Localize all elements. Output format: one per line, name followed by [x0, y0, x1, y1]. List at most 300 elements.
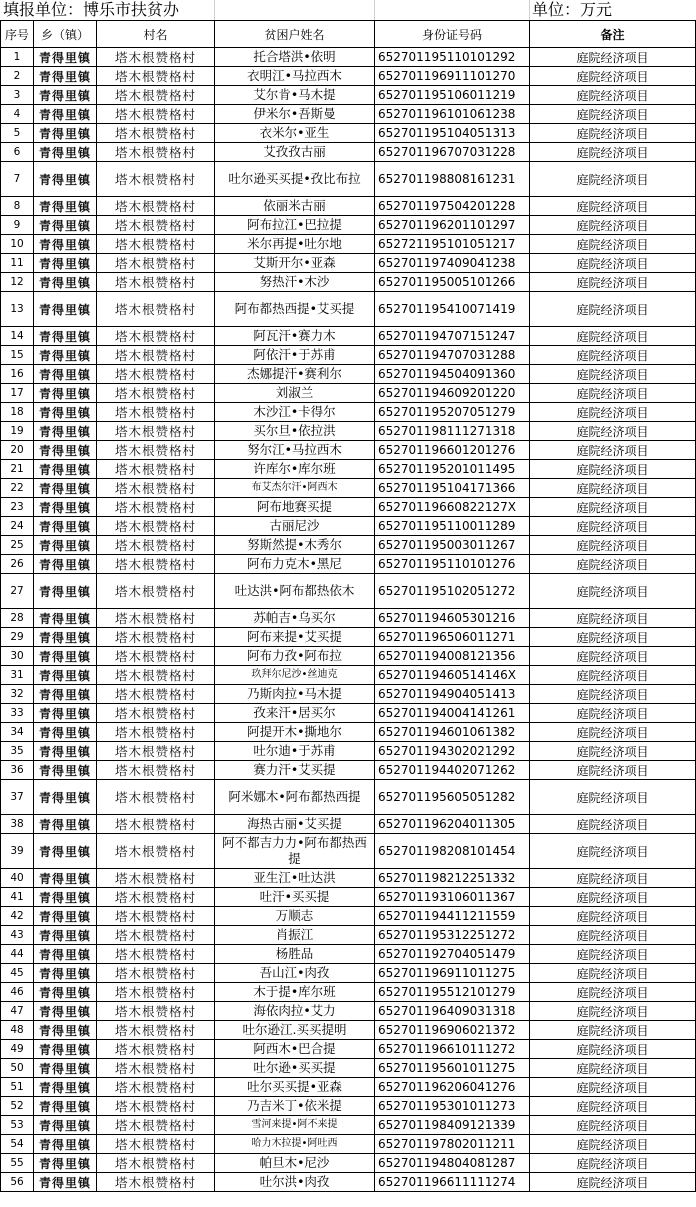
household-name-cell: 肖振江	[215, 926, 375, 945]
row-number: 27	[1, 574, 34, 609]
household-name-cell: 艾斯开尔•亚森	[215, 254, 375, 273]
row-number: 14	[1, 327, 34, 346]
note-cell: 庭院经济项目	[530, 574, 696, 609]
note-cell: 庭院经济项目	[530, 742, 696, 761]
town-cell: 青得里镇	[34, 647, 97, 666]
id-number-cell: 652701195110011289	[375, 517, 530, 536]
village-cell: 塔木根赞格村	[97, 124, 215, 143]
table-row	[1, 1154, 696, 1173]
row-number: 13	[1, 292, 34, 327]
table-row	[1, 723, 696, 742]
household-name-cell: 阿瓦汗•赛力木	[215, 327, 375, 346]
id-number-cell: 652701196906021372	[375, 1021, 530, 1040]
household-name-cell: 阿米娜木•阿布都热西提	[215, 780, 375, 815]
id-number-cell: 652701195104171366	[375, 479, 530, 498]
town-cell: 青得里镇	[34, 422, 97, 441]
table-row	[1, 197, 696, 216]
village-cell: 塔木根赞格村	[97, 815, 215, 834]
town-cell: 青得里镇	[34, 1040, 97, 1059]
household-name-cell: 吐尔买买提•亚森	[215, 1078, 375, 1097]
note-cell: 庭院经济项目	[530, 704, 696, 723]
note-cell: 庭院经济项目	[530, 815, 696, 834]
note-cell: 庭院经济项目	[530, 1135, 696, 1154]
village-cell: 塔木根赞格村	[97, 162, 215, 197]
town-cell: 青得里镇	[34, 197, 97, 216]
village-cell: 塔木根赞格村	[97, 254, 215, 273]
table-row	[1, 1021, 696, 1040]
village-cell: 塔木根赞格村	[97, 422, 215, 441]
note-cell: 庭院经济项目	[530, 346, 696, 365]
table-row	[1, 365, 696, 384]
household-name-cell: 杰娜提汗•赛利尔	[215, 365, 375, 384]
table-row	[1, 983, 696, 1002]
village-cell: 塔木根赞格村	[97, 869, 215, 888]
table-row	[1, 926, 696, 945]
village-cell: 塔木根赞格村	[97, 983, 215, 1002]
table-row	[1, 761, 696, 780]
town-cell: 青得里镇	[34, 574, 97, 609]
row-number: 37	[1, 780, 34, 815]
table-row	[1, 422, 696, 441]
note-cell: 庭院经济项目	[530, 964, 696, 983]
gridline	[374, 0, 375, 20]
row-number: 1	[1, 48, 34, 67]
town-cell: 青得里镇	[34, 124, 97, 143]
row-number: 56	[1, 1173, 34, 1192]
note-cell: 庭院经济项目	[530, 197, 696, 216]
village-cell: 塔木根赞格村	[97, 86, 215, 105]
note-cell: 庭院经济项目	[530, 162, 696, 197]
row-number: 42	[1, 907, 34, 926]
table-row	[1, 48, 696, 67]
town-cell: 青得里镇	[34, 983, 97, 1002]
note-cell: 庭院经济项目	[530, 124, 696, 143]
row-number: 5	[1, 124, 34, 143]
village-cell: 塔木根赞格村	[97, 460, 215, 479]
id-number-cell: 652701193106011367	[375, 888, 530, 907]
id-number-cell: 652701195005101266	[375, 273, 530, 292]
note-cell: 庭院经济项目	[530, 926, 696, 945]
town-cell: 青得里镇	[34, 964, 97, 983]
id-number-cell: 652701195207051279	[375, 403, 530, 422]
household-name-cell: 木于提•库尔班	[215, 983, 375, 1002]
note-cell: 庭院经济项目	[530, 609, 696, 628]
household-name-cell: 苏帕吉•乌买尔	[215, 609, 375, 628]
village-cell: 塔木根赞格村	[97, 888, 215, 907]
note-cell: 庭院经济项目	[530, 685, 696, 704]
id-number-cell: 652701194804081287	[375, 1154, 530, 1173]
id-number-cell: 652701194504091360	[375, 365, 530, 384]
village-cell: 塔木根赞格村	[97, 498, 215, 517]
note-cell: 庭院经济项目	[530, 907, 696, 926]
col-header-town: 乡（镇）	[34, 21, 97, 48]
household-name-cell: 衣明江•马拉西木	[215, 67, 375, 86]
row-number: 23	[1, 498, 34, 517]
town-cell: 青得里镇	[34, 143, 97, 162]
table-row	[1, 869, 696, 888]
village-cell: 塔木根赞格村	[97, 292, 215, 327]
town-cell: 青得里镇	[34, 926, 97, 945]
row-number: 32	[1, 685, 34, 704]
town-cell: 青得里镇	[34, 723, 97, 742]
town-cell: 青得里镇	[34, 384, 97, 403]
town-cell: 青得里镇	[34, 1002, 97, 1021]
village-cell: 塔木根赞格村	[97, 742, 215, 761]
row-number: 18	[1, 403, 34, 422]
town-cell: 青得里镇	[34, 609, 97, 628]
table-row	[1, 1097, 696, 1116]
town-cell: 青得里镇	[34, 67, 97, 86]
table-row	[1, 628, 696, 647]
household-name-cell: 米尔再提•吐尔地	[215, 235, 375, 254]
note-cell: 庭院经济项目	[530, 1040, 696, 1059]
note-cell: 庭院经济项目	[530, 628, 696, 647]
id-number-cell: 652701195301011273	[375, 1097, 530, 1116]
id-number-cell: 652701195512101279	[375, 983, 530, 1002]
row-number: 55	[1, 1154, 34, 1173]
id-number-cell: 652701195201011495	[375, 460, 530, 479]
id-number-cell: 652701198208101454	[375, 834, 530, 869]
row-number: 16	[1, 365, 34, 384]
table-body	[1, 48, 696, 1192]
col-header-no: 序号	[1, 21, 34, 48]
household-name-cell: 孜来汗•居买尔	[215, 704, 375, 723]
id-number-cell: 652701194707151247	[375, 327, 530, 346]
village-cell: 塔木根赞格村	[97, 555, 215, 574]
household-name-cell: 吐尔洪•肉孜	[215, 1173, 375, 1192]
id-number-cell: 652701195102051272	[375, 574, 530, 609]
village-cell: 塔木根赞格村	[97, 1154, 215, 1173]
table-row	[1, 1173, 696, 1192]
row-number: 7	[1, 162, 34, 197]
note-cell: 庭院经济项目	[530, 1021, 696, 1040]
household-name-cell: 万顺志	[215, 907, 375, 926]
row-number: 30	[1, 647, 34, 666]
gridline	[214, 0, 215, 20]
table-row	[1, 536, 696, 555]
village-cell: 塔木根赞格村	[97, 1116, 215, 1135]
table-row	[1, 273, 696, 292]
note-cell: 庭院经济项目	[530, 666, 696, 685]
village-cell: 塔木根赞格村	[97, 216, 215, 235]
note-cell: 庭院经济项目	[530, 365, 696, 384]
village-cell: 塔木根赞格村	[97, 574, 215, 609]
table-row	[1, 254, 696, 273]
village-cell: 塔木根赞格村	[97, 48, 215, 67]
note-cell: 庭院经济项目	[530, 441, 696, 460]
note-cell: 庭院经济项目	[530, 761, 696, 780]
village-cell: 塔木根赞格村	[97, 723, 215, 742]
note-cell: 庭院经济项目	[530, 403, 696, 422]
table-row	[1, 964, 696, 983]
household-name-cell: 乃斯肉拉•马木提	[215, 685, 375, 704]
id-number-cell: 652701195110101276	[375, 555, 530, 574]
id-number-cell: 652701198111271318	[375, 422, 530, 441]
note-cell: 庭院经济项目	[530, 555, 696, 574]
row-number: 21	[1, 460, 34, 479]
town-cell: 青得里镇	[34, 780, 97, 815]
row-number: 34	[1, 723, 34, 742]
row-number: 43	[1, 926, 34, 945]
town-cell: 青得里镇	[34, 105, 97, 124]
town-cell: 青得里镇	[34, 815, 97, 834]
col-header-village: 村名	[97, 21, 215, 48]
household-name-cell: 吐尔迪•于苏甫	[215, 742, 375, 761]
id-number-cell: 652721195101051217	[375, 235, 530, 254]
town-cell: 青得里镇	[34, 869, 97, 888]
note-cell: 庭院经济项目	[530, 235, 696, 254]
household-name-cell: 吐尔逊买买提•孜比布拉	[215, 162, 375, 197]
table-row	[1, 1078, 696, 1097]
town-cell: 青得里镇	[34, 704, 97, 723]
table-row	[1, 498, 696, 517]
poverty-household-table	[0, 20, 696, 1192]
town-cell: 青得里镇	[34, 628, 97, 647]
row-number: 12	[1, 273, 34, 292]
id-number-cell: 652701194411211559	[375, 907, 530, 926]
note-cell: 庭院经济项目	[530, 273, 696, 292]
row-number: 20	[1, 441, 34, 460]
town-cell: 青得里镇	[34, 761, 97, 780]
row-number: 49	[1, 1040, 34, 1059]
id-number-cell: 652701195312251272	[375, 926, 530, 945]
town-cell: 青得里镇	[34, 1154, 97, 1173]
row-number: 2	[1, 67, 34, 86]
note-cell: 庭院经济项目	[530, 460, 696, 479]
table-row	[1, 647, 696, 666]
row-number: 19	[1, 422, 34, 441]
row-number: 15	[1, 346, 34, 365]
note-cell: 庭院经济项目	[530, 143, 696, 162]
village-cell: 塔木根赞格村	[97, 1040, 215, 1059]
note-cell: 庭院经济项目	[530, 517, 696, 536]
id-number-cell: 652701196610111272	[375, 1040, 530, 1059]
row-number: 26	[1, 555, 34, 574]
id-number-cell: 652701195110101292	[375, 48, 530, 67]
id-number-cell: 652701194302021292	[375, 742, 530, 761]
note-cell: 庭院经济项目	[530, 327, 696, 346]
village-cell: 塔木根赞格村	[97, 628, 215, 647]
table-row	[1, 162, 696, 197]
table-row	[1, 1059, 696, 1078]
household-name-cell: 阿布力克木•黑尼	[215, 555, 375, 574]
village-cell: 塔木根赞格村	[97, 834, 215, 869]
row-number: 29	[1, 628, 34, 647]
id-number-cell: 652701194008121356	[375, 647, 530, 666]
table-row	[1, 1002, 696, 1021]
table-row	[1, 86, 696, 105]
household-name-cell: 依丽米古丽	[215, 197, 375, 216]
row-number: 50	[1, 1059, 34, 1078]
household-name-cell: 阿布力孜•阿布拉	[215, 647, 375, 666]
note-cell: 庭院经济项目	[530, 983, 696, 1002]
table-header-row	[1, 21, 696, 48]
village-cell: 塔木根赞格村	[97, 1135, 215, 1154]
table-row	[1, 327, 696, 346]
id-number-cell: 652701194402071262	[375, 761, 530, 780]
note-cell: 庭院经济项目	[530, 105, 696, 124]
row-number: 38	[1, 815, 34, 834]
table-row	[1, 216, 696, 235]
town-cell: 青得里镇	[34, 365, 97, 384]
currency-unit: 单位：万元	[532, 0, 613, 19]
table-row	[1, 834, 696, 869]
table-row	[1, 555, 696, 574]
household-name-cell: 海依肉拉•艾力	[215, 1002, 375, 1021]
col-header-id: 身份证号码	[375, 21, 530, 48]
row-number: 45	[1, 964, 34, 983]
note-cell: 庭院经济项目	[530, 422, 696, 441]
village-cell: 塔木根赞格村	[97, 704, 215, 723]
town-cell: 青得里镇	[34, 498, 97, 517]
table-row	[1, 67, 696, 86]
household-name-cell: 雪河来提•阿不来提	[215, 1116, 375, 1135]
village-cell: 塔木根赞格村	[97, 1097, 215, 1116]
table-row	[1, 888, 696, 907]
village-cell: 塔木根赞格村	[97, 365, 215, 384]
row-number: 11	[1, 254, 34, 273]
household-name-cell: 阿依汗•于苏甫	[215, 346, 375, 365]
id-number-cell: 652701196409031318	[375, 1002, 530, 1021]
row-number: 41	[1, 888, 34, 907]
town-cell: 青得里镇	[34, 1078, 97, 1097]
town-cell: 青得里镇	[34, 403, 97, 422]
household-name-cell: 阿布都热西提•艾买提	[215, 292, 375, 327]
town-cell: 青得里镇	[34, 1059, 97, 1078]
village-cell: 塔木根赞格村	[97, 273, 215, 292]
household-name-cell: 吐尔逊•买买提	[215, 1059, 375, 1078]
id-number-cell: 652701192704051479	[375, 945, 530, 964]
row-number: 36	[1, 761, 34, 780]
id-number-cell: 652701195104051313	[375, 124, 530, 143]
town-cell: 青得里镇	[34, 441, 97, 460]
household-name-cell: 木沙江•卡得尔	[215, 403, 375, 422]
household-name-cell: 阿布拉江•巴拉提	[215, 216, 375, 235]
village-cell: 塔木根赞格村	[97, 1078, 215, 1097]
village-cell: 塔木根赞格村	[97, 1021, 215, 1040]
id-number-cell: 652701195003011267	[375, 536, 530, 555]
village-cell: 塔木根赞格村	[97, 441, 215, 460]
village-cell: 塔木根赞格村	[97, 1002, 215, 1021]
row-number: 54	[1, 1135, 34, 1154]
village-cell: 塔木根赞格村	[97, 907, 215, 926]
town-cell: 青得里镇	[34, 162, 97, 197]
table-row	[1, 1040, 696, 1059]
village-cell: 塔木根赞格村	[97, 647, 215, 666]
village-cell: 塔木根赞格村	[97, 346, 215, 365]
household-name-cell: 艾尔肯•马木提	[215, 86, 375, 105]
id-number-cell: 652701196201101297	[375, 216, 530, 235]
household-name-cell: 乃吉米丁•依米提	[215, 1097, 375, 1116]
note-cell: 庭院经济项目	[530, 1097, 696, 1116]
village-cell: 塔木根赞格村	[97, 945, 215, 964]
household-name-cell: 阿提开木•撕地尔	[215, 723, 375, 742]
village-cell: 塔木根赞格村	[97, 327, 215, 346]
village-cell: 塔木根赞格村	[97, 403, 215, 422]
note-cell: 庭院经济项目	[530, 292, 696, 327]
household-name-cell: 赛力汗•艾买提	[215, 761, 375, 780]
town-cell: 青得里镇	[34, 1097, 97, 1116]
household-name-cell: 努斯然提•木秀尔	[215, 536, 375, 555]
id-number-cell: 652701196101061238	[375, 105, 530, 124]
table-row	[1, 479, 696, 498]
household-name-cell: 杨胜品	[215, 945, 375, 964]
table-row	[1, 124, 696, 143]
town-cell: 青得里镇	[34, 907, 97, 926]
row-number: 44	[1, 945, 34, 964]
note-cell: 庭院经济项目	[530, 48, 696, 67]
id-number-cell: 65270119460514146X	[375, 666, 530, 685]
village-cell: 塔木根赞格村	[97, 235, 215, 254]
row-number: 3	[1, 86, 34, 105]
id-number-cell: 652701198409121339	[375, 1116, 530, 1135]
household-name-cell: 托合塔洪•依明	[215, 48, 375, 67]
gridline	[529, 0, 530, 20]
table-row	[1, 346, 696, 365]
note-cell: 庭院经济项目	[530, 1059, 696, 1078]
col-header-note: 备注	[530, 21, 696, 48]
id-number-cell: 652701194609201220	[375, 384, 530, 403]
note-cell: 庭院经济项目	[530, 1154, 696, 1173]
village-cell: 塔木根赞格村	[97, 761, 215, 780]
id-number-cell: 652701196506011271	[375, 628, 530, 647]
table-row	[1, 780, 696, 815]
town-cell: 青得里镇	[34, 945, 97, 964]
id-number-cell: 652701198212251332	[375, 869, 530, 888]
note-cell: 庭院经济项目	[530, 86, 696, 105]
household-name-cell: 吐达洪•阿布都热依木	[215, 574, 375, 609]
row-number: 31	[1, 666, 34, 685]
household-name-cell: 古丽尼沙	[215, 517, 375, 536]
town-cell: 青得里镇	[34, 86, 97, 105]
row-number: 33	[1, 704, 34, 723]
note-cell: 庭院经济项目	[530, 1173, 696, 1192]
id-number-cell: 652701195605051282	[375, 780, 530, 815]
id-number-cell: 652701195601011275	[375, 1059, 530, 1078]
note-cell: 庭院经济项目	[530, 254, 696, 273]
note-cell: 庭院经济项目	[530, 834, 696, 869]
household-name-cell: 亚生江•吐达洪	[215, 869, 375, 888]
col-header-name: 贫困户姓名	[215, 21, 375, 48]
household-name-cell: 阿西木•巴合提	[215, 1040, 375, 1059]
id-number-cell: 652701196611111274	[375, 1173, 530, 1192]
table-row	[1, 441, 696, 460]
table-row	[1, 403, 696, 422]
household-name-cell: 努尔江•马拉西木	[215, 441, 375, 460]
table-row	[1, 742, 696, 761]
village-cell: 塔木根赞格村	[97, 197, 215, 216]
id-number-cell: 65270119660822127X	[375, 498, 530, 517]
village-cell: 塔木根赞格村	[97, 1059, 215, 1078]
town-cell: 青得里镇	[34, 1116, 97, 1135]
town-cell: 青得里镇	[34, 327, 97, 346]
note-cell: 庭院经济项目	[530, 216, 696, 235]
household-name-cell: 买尔旦•依拉洪	[215, 422, 375, 441]
town-cell: 青得里镇	[34, 834, 97, 869]
note-cell: 庭院经济项目	[530, 498, 696, 517]
town-cell: 青得里镇	[34, 536, 97, 555]
table-row	[1, 945, 696, 964]
note-cell: 庭院经济项目	[530, 869, 696, 888]
household-name-cell: 衣米尔•亚生	[215, 124, 375, 143]
row-number: 8	[1, 197, 34, 216]
household-name-cell: 努热汗•木沙	[215, 273, 375, 292]
note-cell: 庭院经济项目	[530, 536, 696, 555]
village-cell: 塔木根赞格村	[97, 926, 215, 945]
note-cell: 庭院经济项目	[530, 1002, 696, 1021]
village-cell: 塔木根赞格村	[97, 666, 215, 685]
row-number: 4	[1, 105, 34, 124]
